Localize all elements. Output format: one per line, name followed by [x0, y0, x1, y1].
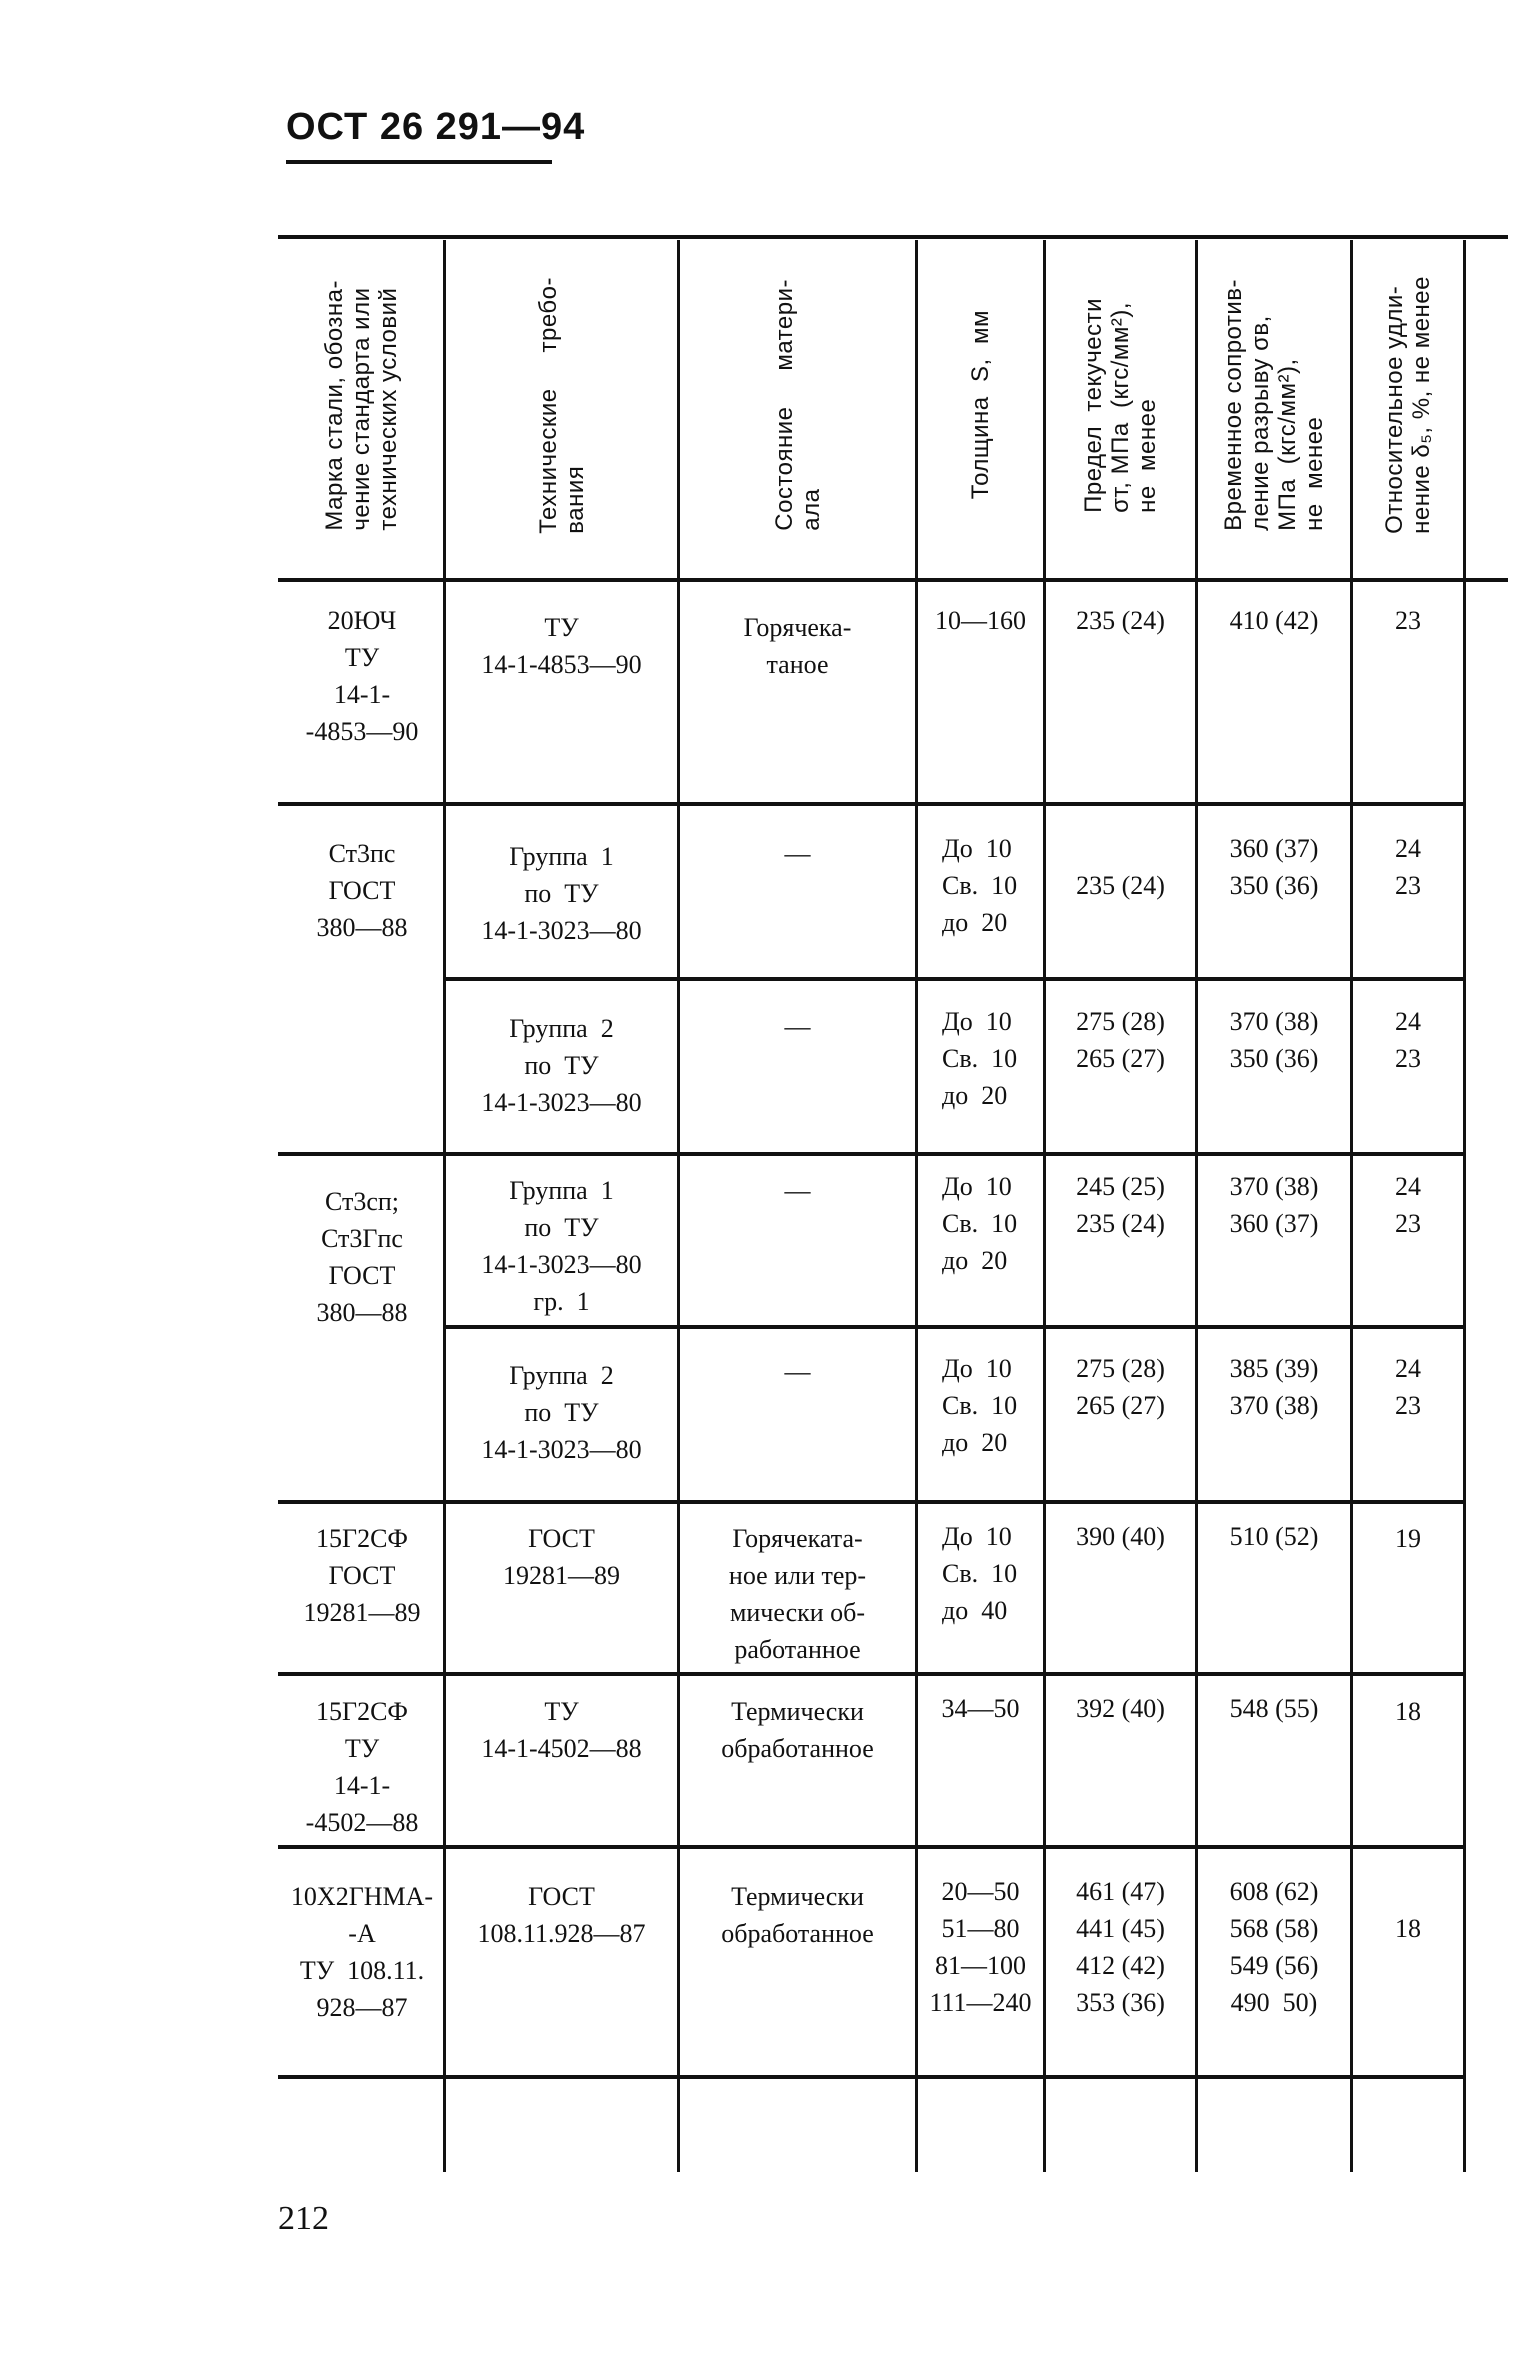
cell-elongation: 24 23 — [1395, 1007, 1421, 1073]
cell-thickness: До 10 Св. 10 до 20 — [942, 1007, 1018, 1110]
cell-grade: 10Х2ГНМА- -А ТУ 108.11. 928—87 — [290, 1882, 434, 2022]
cell-yield: 235 (24) — [1076, 606, 1165, 635]
row-rule — [446, 1325, 1463, 1329]
cell-grade: Ст3пс ГОСТ 380—88 — [316, 839, 408, 942]
cell-state: — — [784, 1357, 811, 1386]
document-designation: ОСТ 26 291—94 — [286, 106, 586, 148]
header-material-state — [680, 240, 915, 570]
header-thickness — [918, 240, 1043, 570]
cell-elongation: 24 23 — [1395, 1172, 1421, 1238]
cell-tensile: 385 (39) 370 (38) — [1229, 1354, 1319, 1420]
cell-tensile: 410 (42) — [1229, 606, 1319, 635]
cell-elongation: 19 — [1395, 1524, 1421, 1553]
cell-yield: 390 (40) — [1076, 1522, 1165, 1551]
cell-state: — — [784, 1176, 811, 1205]
cell-requirements: Группа 2 по ТУ 14-1-3023—80 — [481, 1361, 642, 1464]
header-elongation-text: Относительное удли- нение δ₅, %, не менее — [1381, 276, 1435, 534]
cell-tensile: 510 (52) — [1229, 1522, 1319, 1551]
page-number: 212 — [278, 2200, 329, 2237]
cell-state: Горячеката- ное или тер- мически об- работанное — [728, 1524, 867, 1664]
cell-thickness: До 10 Св. 10 до 20 — [942, 1354, 1018, 1457]
cell-yield: 275 (28) 265 (27) — [1076, 1354, 1165, 1420]
header-yield-strength-text: Предел текучести σт, МПа (кгс/мм²), не менее — [1080, 297, 1161, 513]
header-elongation — [1353, 240, 1463, 570]
cell-yield: 235 (24) — [1076, 871, 1165, 900]
cell-elongation: 18 — [1395, 1914, 1421, 1943]
cell-thickness: 20—50 51—80 81—100 111—240 — [929, 1877, 1032, 2017]
cell-tensile: 360 (37) 350 (36) — [1229, 834, 1319, 900]
cell-state: — — [784, 1012, 811, 1041]
table-top-rule — [278, 235, 1508, 239]
cell-requirements: Группа 1 по ТУ 14-1-3023—80 гр. 1 — [481, 1176, 642, 1316]
cell-grade: 15Г2СФ ТУ 14-1- -4502—88 — [305, 1697, 419, 1837]
cell-grade: Ст3сп; Ст3Гпс ГОСТ 380—88 — [316, 1187, 408, 1327]
row-rule — [446, 977, 1463, 981]
header-steel-grade-text: Марка стали, обозна- чение стандарта или технических условий — [321, 279, 402, 531]
cell-requirements: Группа 2 по ТУ 14-1-3023—80 — [481, 1014, 642, 1117]
row-rule — [278, 2075, 1463, 2079]
cell-yield: 392 (40) — [1076, 1694, 1165, 1723]
cell-tensile: 548 (55) — [1229, 1694, 1319, 1723]
cell-thickness: До 10 Св. 10 до 20 — [942, 834, 1018, 937]
header-technical-requirements-text: Технические требо- вания — [534, 276, 589, 534]
row-rule — [278, 802, 1463, 806]
header-material-state-text: Состояние матери- ала — [770, 279, 825, 531]
row-rule — [278, 1672, 1463, 1676]
cell-yield: 461 (47) 441 (45) 412 (42) 353 (36) — [1076, 1877, 1165, 2017]
cell-thickness: До 10 Св. 10 до 20 — [942, 1172, 1018, 1275]
row-rule — [278, 1152, 1463, 1156]
header-tensile-strength-text: Временное сопротив- ление разрыву σв, МПа (кгс/мм²), не менее — [1220, 279, 1328, 531]
column-rule — [1463, 240, 1466, 2172]
cell-elongation: 23 — [1395, 606, 1421, 635]
header-bottom-rule — [278, 578, 1508, 582]
cell-state: Термически обработанное — [721, 1882, 874, 1948]
designation-underline — [286, 160, 552, 164]
cell-tensile: 608 (62) 568 (58) 549 (56) 490 50) — [1229, 1877, 1319, 2017]
cell-requirements: ГОСТ 19281—89 — [503, 1524, 620, 1590]
cell-elongation: 24 23 — [1395, 834, 1421, 900]
header-thickness-text: Толщина S, мм — [967, 310, 994, 500]
cell-thickness: До 10 Св. 10 до 40 — [942, 1522, 1018, 1625]
cell-yield: 275 (28) 265 (27) — [1076, 1007, 1165, 1073]
cell-state: — — [784, 839, 811, 868]
header-tensile-strength — [1198, 240, 1350, 570]
cell-elongation: 24 23 — [1395, 1354, 1421, 1420]
cell-thickness: 34—50 — [941, 1694, 1020, 1723]
cell-thickness: 10—160 — [935, 606, 1026, 635]
header-technical-requirements — [446, 240, 677, 570]
cell-elongation: 18 — [1395, 1697, 1421, 1726]
header-steel-grade — [280, 240, 443, 570]
row-rule — [278, 1500, 1463, 1504]
cell-tensile: 370 (38) 360 (37) — [1229, 1172, 1319, 1238]
cell-requirements: ТУ 14-1-4853—90 — [481, 613, 642, 679]
cell-requirements: Группа 1 по ТУ 14-1-3023—80 — [481, 842, 642, 945]
cell-state: Термически обработанное — [721, 1697, 874, 1763]
cell-grade: 15Г2СФ ГОСТ 19281—89 — [303, 1524, 421, 1627]
cell-requirements: ГОСТ 108.11.928—87 — [477, 1882, 646, 1948]
cell-tensile: 370 (38) 350 (36) — [1229, 1007, 1319, 1073]
cell-requirements: ТУ 14-1-4502—88 — [481, 1697, 642, 1763]
cell-yield: 245 (25) 235 (24) — [1076, 1172, 1165, 1238]
cell-grade: 20ЮЧ ТУ 14-1- -4853—90 — [305, 606, 419, 746]
row-rule — [278, 1845, 1463, 1849]
cell-state: Горячека- таное — [743, 613, 852, 679]
header-yield-strength — [1046, 240, 1195, 570]
